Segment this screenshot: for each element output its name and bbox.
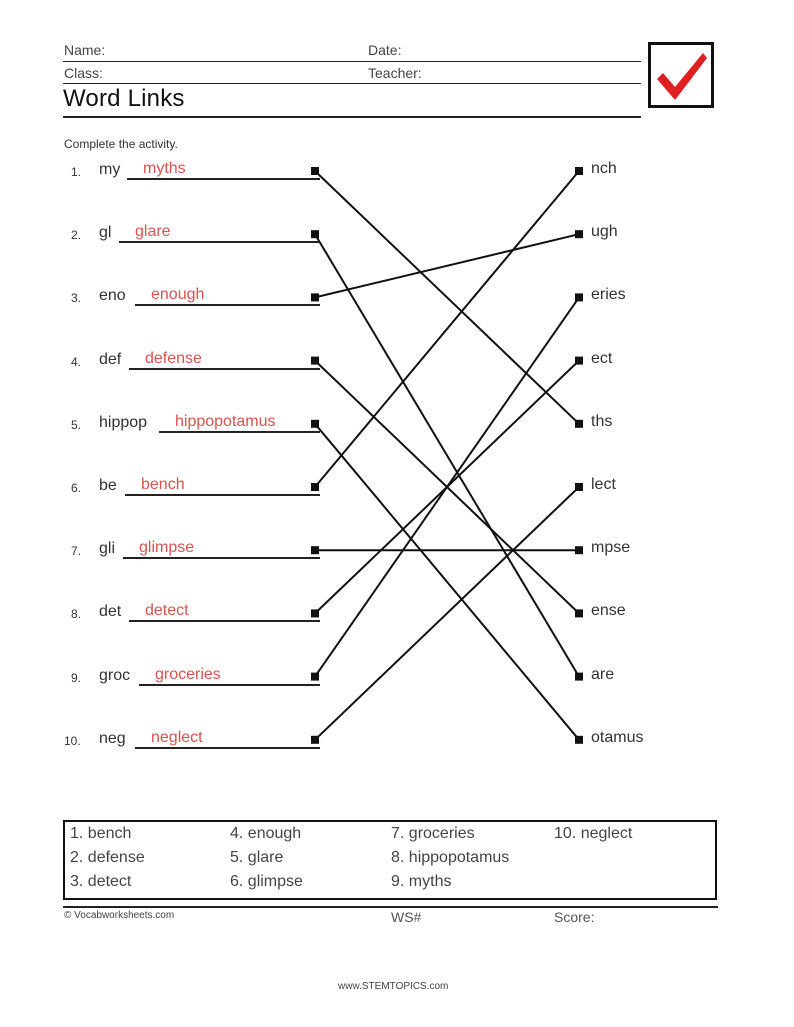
word-ending: nch bbox=[591, 160, 617, 177]
item-number: 4. bbox=[71, 354, 82, 369]
item-number: 2. bbox=[71, 228, 82, 243]
right-dot bbox=[575, 293, 583, 301]
word-ending: otamus bbox=[591, 728, 644, 746]
right-dot bbox=[575, 609, 583, 617]
word-ending: ugh bbox=[591, 223, 618, 241]
ws-label: WS# bbox=[391, 909, 422, 925]
word-ending: ense bbox=[591, 602, 626, 620]
answer-line bbox=[129, 620, 320, 622]
answer-line bbox=[139, 684, 320, 686]
word-prefix: my bbox=[99, 161, 121, 178]
item-number: 9. bbox=[71, 670, 82, 685]
left-dot bbox=[311, 483, 319, 491]
answer-text: neglect bbox=[151, 728, 203, 746]
answer-text: enough bbox=[151, 286, 205, 304]
answer-text: glimpse bbox=[139, 539, 195, 557]
left-dot bbox=[311, 609, 319, 617]
right-dot bbox=[575, 167, 583, 175]
item-number: 10. bbox=[64, 733, 81, 748]
right-dot bbox=[575, 357, 583, 365]
word-ending: ect bbox=[591, 349, 613, 367]
word-prefix: groc bbox=[99, 666, 131, 684]
word-bank-item: 1. bench bbox=[70, 825, 132, 842]
word-bank-item: 10. neglect bbox=[554, 825, 633, 842]
page-title: Word Links bbox=[63, 85, 185, 112]
answer-text: glare bbox=[135, 223, 171, 241]
item-number: 3. bbox=[71, 291, 82, 306]
word-bank-item: 9. myths bbox=[391, 873, 452, 890]
answer-line bbox=[159, 431, 320, 433]
word-ending: mpse bbox=[591, 539, 631, 557]
word-ending: are bbox=[591, 665, 615, 683]
word-bank-item: 7. groceries bbox=[391, 825, 475, 842]
word-prefix: gli bbox=[99, 540, 116, 558]
name-label: Name: bbox=[64, 42, 106, 58]
word-prefix: def bbox=[99, 350, 122, 368]
link-line bbox=[315, 234, 579, 676]
right-dot bbox=[575, 420, 583, 428]
left-dot bbox=[311, 420, 319, 428]
left-dot bbox=[311, 167, 319, 175]
word-ending: ths bbox=[591, 412, 613, 430]
item-number: 6. bbox=[71, 481, 82, 495]
date-label: Date: bbox=[368, 42, 402, 58]
answer-line bbox=[119, 241, 320, 243]
answer-text: hippopotamus bbox=[175, 412, 276, 430]
answer-text: myths bbox=[143, 160, 186, 177]
link-line bbox=[315, 487, 579, 740]
answer-text: groceries bbox=[155, 665, 221, 683]
answer-line bbox=[135, 304, 320, 306]
score-label: Score: bbox=[554, 909, 595, 925]
word-bank-item: 6. glimpse bbox=[230, 873, 303, 890]
instructions: Complete the activity. bbox=[64, 137, 178, 151]
answer-text: defense bbox=[145, 349, 202, 367]
class-label: Class: bbox=[64, 65, 103, 81]
right-dot bbox=[575, 230, 583, 238]
word-prefix: hippop bbox=[99, 413, 148, 431]
link-line bbox=[315, 424, 579, 740]
word-prefix: det bbox=[99, 603, 122, 621]
word-prefix: gl bbox=[99, 224, 112, 242]
word-ending: lect bbox=[591, 476, 616, 493]
item-number: 7. bbox=[71, 544, 82, 559]
word-bank-item: 8. hippopotamus bbox=[391, 849, 510, 866]
answer-line bbox=[125, 494, 320, 496]
site-url: www.STEMTOPICS.com bbox=[338, 981, 449, 992]
word-bank-item: 4. enough bbox=[230, 825, 302, 842]
answer-line bbox=[127, 178, 320, 180]
link-line bbox=[315, 171, 579, 424]
left-dot bbox=[311, 736, 319, 744]
footer-rule bbox=[63, 906, 718, 908]
answer-text: detect bbox=[145, 602, 189, 620]
link-line bbox=[315, 234, 579, 297]
left-dot bbox=[311, 293, 319, 301]
item-number: 1. bbox=[71, 165, 82, 179]
left-dot bbox=[311, 357, 319, 365]
item-number: 5. bbox=[71, 417, 82, 432]
item-number: 8. bbox=[71, 607, 82, 622]
word-bank-item: 5. glare bbox=[230, 849, 284, 866]
link-line bbox=[315, 171, 579, 487]
right-dot bbox=[575, 546, 583, 554]
word-prefix: neg bbox=[99, 729, 126, 747]
answer-line bbox=[123, 557, 320, 559]
right-dot bbox=[575, 673, 583, 681]
word-bank-item: 3. detect bbox=[70, 873, 132, 890]
left-dot bbox=[311, 673, 319, 681]
word-bank-item: 2. defense bbox=[70, 849, 145, 866]
word-prefix: eno bbox=[99, 287, 126, 305]
copyright: © Vocabworksheets.com bbox=[64, 910, 175, 921]
left-dot bbox=[311, 230, 319, 238]
link-line bbox=[315, 297, 579, 676]
answer-line bbox=[129, 368, 320, 370]
answer-text: bench bbox=[141, 476, 185, 493]
left-dot bbox=[311, 546, 319, 554]
right-dot bbox=[575, 736, 583, 744]
teacher-label: Teacher: bbox=[368, 65, 422, 81]
word-prefix: be bbox=[99, 477, 117, 494]
word-ending: eries bbox=[591, 286, 626, 304]
answer-line bbox=[135, 747, 320, 749]
right-dot bbox=[575, 483, 583, 491]
